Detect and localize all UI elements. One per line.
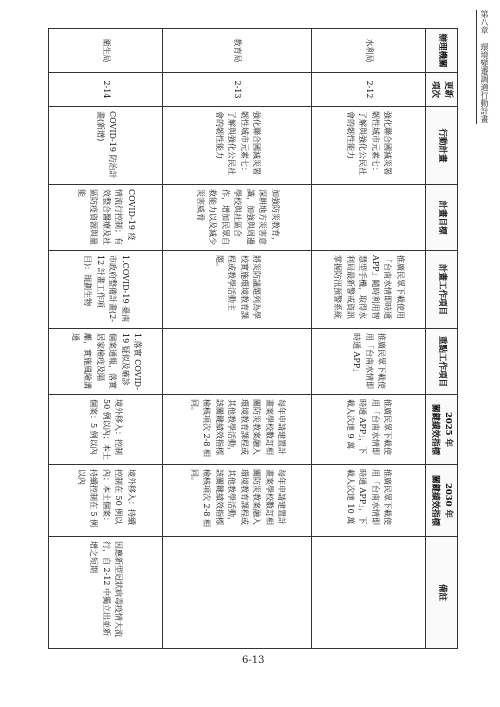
header-kpi-2025 <box>426 395 458 465</box>
cell-kpi-2025: 每年申請建置計畫案學校數訂相關防災教案融入環境教育課程或其他教學活動，該關鍵績效指標檢核項次 2-8 相同。 <box>163 395 312 465</box>
cell-key-items <box>163 329 312 395</box>
table-row <box>311 29 425 649</box>
cell-kpi-2025: 推廣民眾下載使用「台南水情即時通 APP」，下載人次達 9 萬 <box>311 395 425 465</box>
cell-items: 1.COVID-19 臺南市政府整備計畫(2-12 計畫工作項目)：規劃生物 <box>49 251 163 329</box>
cell-agency: 衛生局 <box>49 29 163 73</box>
cell-kpi-2030: 每年申請建置計畫案學校數訂相關防災教案融入環境教育課程或其他教學活動，該關鍵績效指標檢核項次 2-8 相同。 <box>163 465 312 537</box>
cell-agency: 教育局 <box>163 29 312 73</box>
cell-plan: 強化聯合國減災署韌性城市元素七：了解與強化公民社會的韌性能力 <box>311 107 425 185</box>
header-kpi-2025-label: 關鍵績效指標 <box>430 403 441 455</box>
table-row <box>49 29 163 649</box>
cell-no: 2-12 <box>311 73 425 107</box>
running-header: 第八章 環境變遷調適行動計畫 <box>476 10 490 124</box>
cell-key-items: 1.落實 COVID-19 疑似及確診個案通報，落實居家檢疫及隔離，實施風險溝通 <box>49 329 163 395</box>
header-kpi-2030-label: 關鍵績效指標 <box>430 474 441 526</box>
cell-note: 因應新型冠狀病毒疫情大流行，自 2-12 中獨立出並新增之短期 <box>49 537 163 649</box>
cell-items: 將災防議題列為學校實施環境教育課程或教學活動主題。 <box>163 251 312 329</box>
cell-note <box>311 537 425 649</box>
cell-agency: 水利局 <box>311 29 425 73</box>
cell-goal: 加強防災教育，深耕地方災害意識，加強與周邊學校與社區合作，增加民眾自救能力以及減少災害威脅 <box>163 185 312 251</box>
header-change-no: 更新項次 <box>426 73 458 107</box>
header-plan: 行動計畫 <box>426 107 458 185</box>
cell-kpi-2025: 境外移入：控制 50 例以內；本土個案：5 例以內 <box>49 395 163 465</box>
cell-kpi-2030: 推廣民眾下載使用「台南水情即時通 APP」，下載人次達 10 萬 <box>311 465 425 537</box>
header-kpi-2030 <box>426 465 458 537</box>
cell-plan: COVID-19 防治計畫(新增) <box>49 107 163 185</box>
cell-note <box>163 537 312 649</box>
cell-no: 2-14 <box>49 73 163 107</box>
table-header-row <box>426 29 458 649</box>
header-note: 備註 <box>426 537 458 649</box>
cell-no: 2-13 <box>163 73 312 107</box>
cell-items: 推廣民眾下載使用「台南水情即時通 APP」隨時利用智慧型手機，取得水利局最新警戒資訊掌握防汛預警系統 <box>311 251 425 329</box>
page-number: 6-13 <box>242 655 265 666</box>
header-agency: 辦理機關 <box>426 29 458 73</box>
rotated-table-frame <box>48 28 458 648</box>
cell-plan: 強化聯合國減災署韌性城市元素七：了解與強化公民社會的韌性能力 <box>163 107 312 185</box>
header-goal: 計畫目標 <box>426 185 458 251</box>
header-key-items: 重點工作項目 <box>426 329 458 395</box>
cell-goal <box>311 185 425 251</box>
action-plan-table <box>48 28 458 649</box>
header-kpi-2030-year: 2030 年 <box>443 482 453 519</box>
page-body <box>48 28 458 648</box>
header-items: 計畫工作項目 <box>426 251 458 329</box>
cell-key-items: 推廣民眾下載使用「台南水情即時通 APP」 <box>311 329 425 395</box>
cell-goal: COVID-19 疫情流行控制；有效整合醫療及社區防疫資源與量能 <box>49 185 163 251</box>
header-kpi-2025-year: 2025 年 <box>443 411 453 448</box>
table-row <box>163 29 312 649</box>
cell-kpi-2030: 境外移入：持續控制在 50 例以內；本土個案：持續控制在 5 例以內 <box>49 465 163 537</box>
